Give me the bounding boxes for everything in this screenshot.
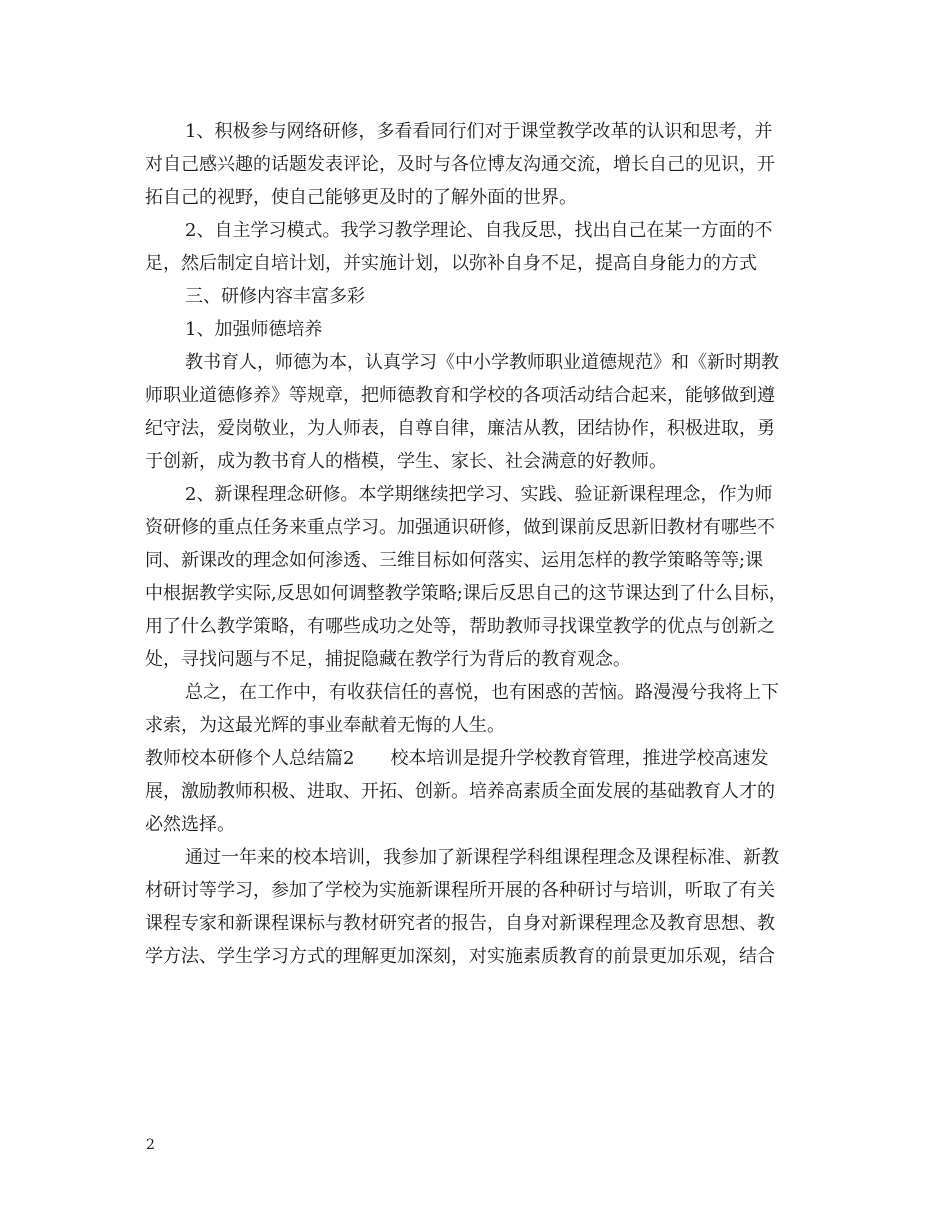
text-line: 2、新课程理念研修。本学期继续把学习、实践、验证新课程理念，作为师: [185, 484, 773, 505]
text-line: 通过一年来的校本培训，我参加了新课程学科组课程理念及课程标准、新教: [185, 847, 779, 868]
text-line: 足，然后制定自培计划，并实施计划，以弥补自身不足，提高自身能力的方式: [145, 253, 757, 274]
text-line: 学方法、学生学习方式的理解更加深刻，对实施素质教育的前景更加乐观，结合: [145, 946, 775, 967]
text-line: 1、积极参与网络研修，多看看同行们对于课堂教学改革的认识和思考，并: [185, 121, 773, 142]
text-line: 师职业道德修养》等规章，把师德教育和学校的各项活动结合起来，能够做到遵: [145, 385, 775, 406]
text-line: 纪守法，爱岗敬业，为人师表，自尊自律，廉洁从教，团结协作，积极进取，勇: [145, 418, 775, 439]
text-line: 中根据教学实际,反思如何调整教学策略;课后反思自己的这节课达到了什么目标，: [145, 583, 787, 604]
text-line: 展，激励教师积极、进取、开拓、创新。培养高素质全面发展的基础教育人才的: [145, 781, 775, 802]
text-line: 必然选择。: [145, 814, 235, 835]
text-line: 对自己感兴趣的话题发表评论，及时与各位博友沟通交流，增长自己的见识，开: [145, 154, 775, 175]
text-line: 教书育人，师德为本，认真学习《中小学教师职业道德规范》和《新时期教: [185, 352, 779, 373]
page-number: 2: [146, 1137, 155, 1153]
text-line: 同、新课改的理念如何渗透、三维目标如何落实、运用怎样的教学策略等等;课: [145, 550, 764, 571]
text-line: 处，寻找问题与不足，捕捉隐藏在教学行为背后的教育观念。: [145, 649, 631, 670]
text-line: 材研讨等学习，参加了学校为实施新课程所开展的各种研讨与培训，听取了有关: [145, 880, 775, 901]
section-heading: 三、研修内容丰富多彩: [185, 286, 365, 307]
text-line: 2、自主学习模式。我学习教学理论、自我反思，找出自己在某一方面的不: [185, 220, 773, 241]
text-line: 总之，在工作中，有收获信任的喜悦，也有困惑的苦恼。路漫漫兮我将上下: [185, 682, 779, 703]
document-body: [145, 115, 810, 973]
text-line: 求索，为这最光辉的事业奉献着无悔的人生。: [145, 715, 505, 736]
text-line: 课程专家和新课程课标与教材研究者的报告，自身对新课程理念及教育思想、教: [145, 913, 775, 934]
text-line: 用了什么教学策略，有哪些成功之处等，帮助教师寻找课堂教学的优点与创新之: [145, 616, 775, 637]
text-line: 资研修的重点任务来重点学习。加强通识研修，做到课前反思新旧教材有哪些不: [145, 517, 775, 538]
subsection-heading: 1、加强师德培养: [185, 319, 323, 340]
text-line: 拓自己的视野，使自己能够更及时的了解外面的世界。: [145, 187, 577, 208]
article-title-line: 教师校本研修个人总结篇2 校本培训是提升学校教育管理，推进学校高速发: [145, 748, 769, 769]
text-line: 于创新，成为教书育人的楷模，学生、家长、社会满意的好教师。: [145, 451, 667, 472]
